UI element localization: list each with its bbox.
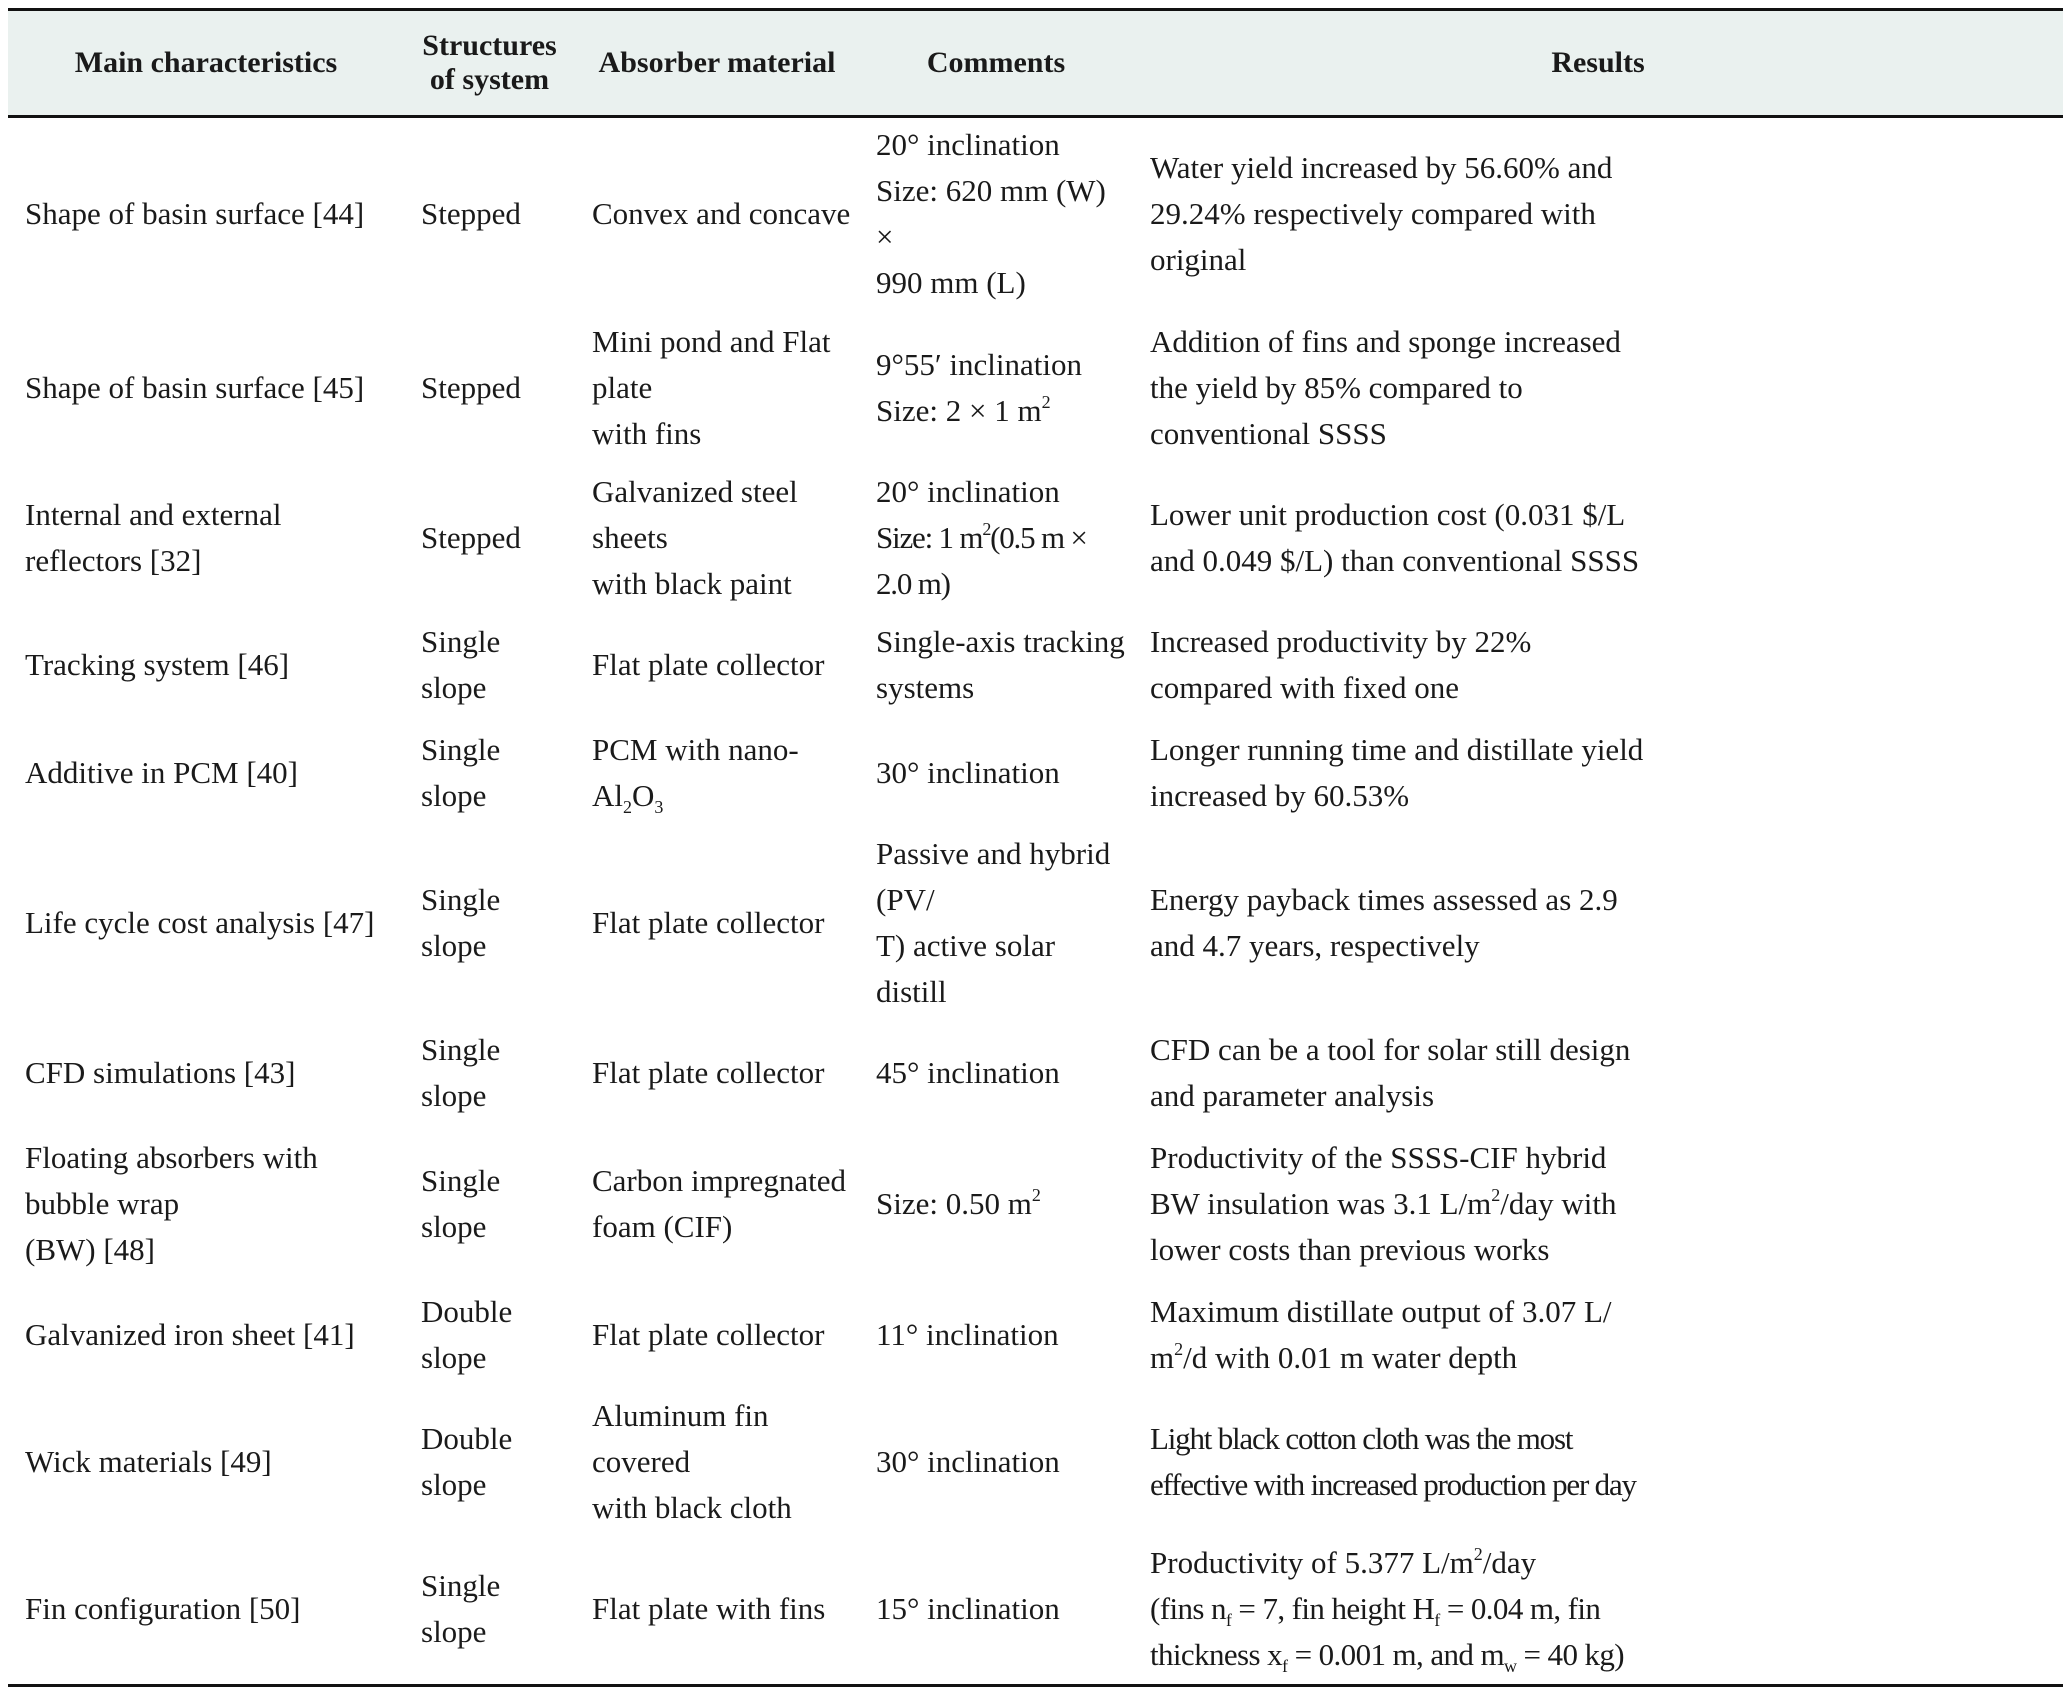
header-results: Results [1551,46,1645,79]
main-characteristic-cell: CFD simulations [43] [25,1055,296,1090]
comments-cell: 30° inclination [876,755,1060,790]
absorber-cell: Flat plate collector [592,1317,825,1352]
comments-cell: 11° inclination [876,1317,1059,1352]
results-cell: CFD can be a tool for solar still design and parameter analysis [1150,1032,1631,1113]
main-characteristic-cell: Life cycle cost analysis [47] [25,905,375,940]
table-row [8,719,2063,827]
main-characteristic-cell: Tracking system [46] [25,647,290,682]
structure-cell: Stepped [421,369,521,405]
main-characteristic-cell: Shape of basin surface [45] [25,369,365,405]
comments-cell: 15° inclination [876,1591,1060,1627]
absorber-cell: Flat plate collector [592,905,825,940]
comments-cell: 30° inclination [876,1444,1060,1479]
header-comments: Comments [926,46,1066,79]
table-header [8,10,2063,117]
absorber-cell: Carbon impregnated foam (CIF) [592,1163,846,1244]
comparison-table-container [8,8,2063,1687]
structure-cell: Double slope [421,1421,513,1502]
comments-cell: Single-axis tracking systems [876,624,1125,705]
absorber-cell: PCM with nano-$Al_2O_3$ [592,732,799,817]
comparison-table [8,8,2063,1687]
table-row [8,310,2063,465]
absorber-cell: Mini pond and Flat plate with fins [592,323,831,451]
results-cell: Addition of fins and sponge increased the yield by 85% compared to conventional SSSS [1150,323,1621,451]
comments-cell: 45° inclination [876,1055,1060,1090]
results-cell: Lower unit production cost (0.031 $/L and 0.049 $/L) than conventional SSSS [1150,497,1640,578]
results-cell: Water yield increased by 56.60% and 29.24% respectively compared with original [1150,150,1613,277]
header-main-characteristics: Main characteristics [74,46,338,79]
absorber-cell: Galvanized steel sheets with black paint [592,474,798,601]
results-cell: Productivity of 5.377 $L/m^2$/day (fins $n_f = 7$, fin height $H_f = 0.04$ m, fin thickness $x_f = 0.001$ m, and $m_w = 40$ kg) [1150,1544,1625,1677]
results-cell: Energy payback times assessed as 2.9 and 4.7 years, respectively [1150,882,1618,963]
main-characteristic-cell: Wick materials [49] [25,1444,272,1479]
absorber-cell: Convex and concave [592,196,851,231]
comments-cell: Size: 0.50 $m^2$ [876,1185,1041,1221]
structure-cell: Single slope [421,732,501,813]
structure-cell: Double slope [421,1294,513,1375]
structure-cell: Single slope [421,1163,501,1244]
comments-cell: 9°55′ inclination Size: 2 × 1 $m^2$ [876,346,1083,428]
comments-cell: 20° inclination Size: 1 $m^2(0.5$ m × 2.0 m) [876,474,1087,601]
table-row [8,117,2063,311]
structure-cell: Stepped [421,196,521,231]
structure-cell: Single slope [421,1568,501,1650]
main-characteristic-cell: Floating absorbers with bubble wrap (BW) [48] [25,1140,318,1267]
table-row [8,611,2063,719]
results-cell: Productivity of the SSSS-CIF hybrid BW insulation was 3.1 $L/m^2$/day with lower costs than previous works [1150,1140,1617,1267]
structure-cell: Stepped [421,520,521,555]
table-row [8,1389,2063,1535]
absorber-cell: Flat plate collector [592,647,825,682]
results-cell: Light black cotton cloth was the most effective with increased production per day [1150,1421,1636,1502]
header-absorber-material: Absorber material [598,46,836,79]
table-row [8,1019,2063,1127]
structure-cell: Single slope [421,1032,501,1113]
main-characteristic-cell: Fin configuration [50] [25,1591,301,1627]
absorber-cell: Flat plate collector [592,1055,825,1090]
table-row [8,1535,2063,1685]
header-structures-of-system: Structures of system [422,29,557,96]
table-row [8,1127,2063,1281]
comments-cell: 20° inclination Size: 620 mm (W) × 990 mm (L) [876,127,1106,300]
structure-cell: Single slope [421,624,501,705]
header-row [8,10,2063,117]
main-characteristic-cell: Internal and external reflectors [32] [25,497,282,578]
main-characteristic-cell: Shape of basin surface [44] [25,196,365,231]
table-row [8,465,2063,611]
absorber-cell: Aluminum fin covered with black cloth [592,1398,792,1525]
structure-cell: Single slope [421,882,501,963]
absorber-cell: Flat plate with fins [592,1591,826,1627]
main-characteristic-cell: Galvanized iron sheet [41] [25,1317,355,1352]
results-cell: Longer running time and distillate yield increased by 60.53% [1150,732,1644,813]
results-cell: Maximum distillate output of 3.07 L/ $m^2/d$ with 0.01 m water depth [1150,1294,1612,1375]
results-cell: Increased productivity by 22% compared with fixed one [1150,624,1532,705]
main-characteristic-cell: Additive in PCM [40] [25,755,298,790]
table-row [8,827,2063,1019]
comments-cell: Passive and hybrid (PV/ T) active solar distill [876,836,1111,1009]
table-body [8,117,2063,1686]
table-row [8,1281,2063,1389]
